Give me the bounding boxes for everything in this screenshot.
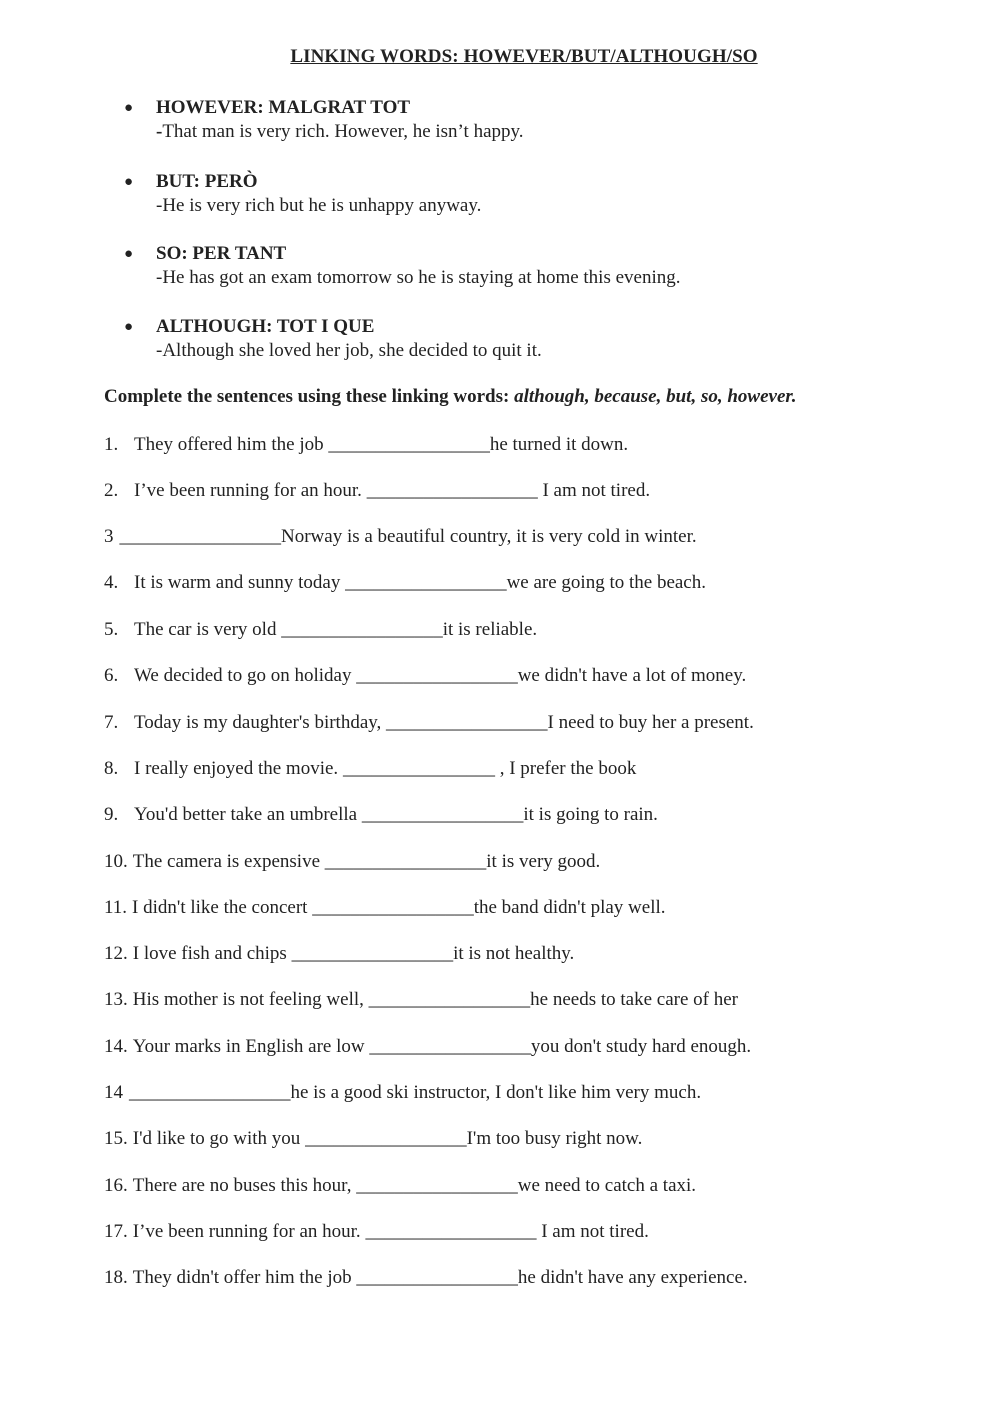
exercise-number: 14. [104,1036,128,1057]
answer-blank[interactable]: _________________ [386,712,548,733]
definition-term: BUT: PERÒ [156,171,258,192]
exercise-text-before: Your marks in English are low [132,1036,370,1057]
bullet-icon: ● [124,319,134,335]
example-dash: - [156,121,163,142]
bullet-icon: ● [124,174,134,190]
exercise-item [104,943,574,965]
exercise-item [104,804,658,826]
exercise-number: 5. [104,619,119,640]
answer-blank[interactable]: _________________ [119,526,281,547]
exercise-text-before: The camera is expensive [132,851,325,872]
definition-example [156,120,524,144]
answer-blank[interactable]: _________________ [369,1036,531,1057]
exercise-number: 17. [104,1221,128,1242]
answer-blank[interactable]: __________________ [366,480,538,501]
answer-blank[interactable]: _________________ [281,619,443,640]
answer-blank[interactable]: _________________ [345,572,507,593]
exercise-text-before: I love fish and chips [132,943,292,964]
exercise-item [104,989,738,1011]
exercise-item [104,1036,751,1058]
exercise-number: 1. [104,434,119,455]
bullet-icon: ● [124,100,134,116]
definition-example: -Although she loved her job, she decided to quit it. [156,340,542,361]
instructions [104,386,797,408]
exercise-item [104,572,706,594]
exercise-text-after: the band didn't play well. [473,897,666,918]
exercise-item [104,758,636,780]
exercise-item [104,1175,696,1197]
exercise-text-after: we didn't have a lot of money. [517,665,747,686]
exercise-number: 4. [104,572,119,593]
definition-term: SO: PER TANT [156,243,287,264]
answer-blank[interactable]: _________________ [356,1175,518,1196]
exercise-text-before: I’ve been running for an hour. [134,480,367,501]
exercise-text-before: They offered him the job [134,434,329,455]
exercise-text-after: I'm too busy right now. [466,1128,643,1149]
exercise-number: 2. [104,480,119,501]
exercise-number: 8. [104,758,119,779]
example-text: That man is very rich. However, he isn’t happy. [162,121,524,142]
exercise-number: 14 [104,1082,123,1103]
exercise-item [104,1221,649,1243]
exercise-item [104,851,600,873]
exercise-number: 7. [104,712,119,733]
exercise-text-before: There are no buses this hour, [132,1175,357,1196]
answer-blank[interactable]: _________________ [324,851,487,872]
definition-term: HOWEVER: MALGRAT TOT [156,97,411,118]
answer-blank[interactable]: _________________ [291,943,454,964]
exercise-item [104,1082,701,1104]
exercise-item [104,1128,642,1150]
exercise-item [104,480,650,502]
answer-blank[interactable]: _________________ [129,1082,291,1103]
exercise-number: 3 [104,526,114,547]
exercise-item [104,434,628,456]
exercise-text-after: I am not tired. [536,1221,649,1242]
exercise-text-before: I didn't like the concert [132,897,313,918]
exercise-number: 11. [104,897,128,918]
exercise-number: 18. [104,1267,128,1288]
exercise-text-before: The car is very old [134,619,282,640]
exercise-item [104,526,697,548]
definition-example: -He has got an exam tomorrow so he is staying at home this evening. [156,267,681,288]
answer-blank[interactable]: _________________ [305,1128,467,1149]
exercise-text-after: Norway is a beautiful country, it is very cold in winter. [281,526,697,547]
exercise-item [104,1267,748,1289]
exercise-text-after: it is going to rain. [523,804,658,825]
answer-blank[interactable]: __________________ [365,1221,537,1242]
instruction-words: although, because, but, so, however. [514,386,797,407]
exercise-number: 9. [104,804,119,825]
exercise-item [104,665,746,687]
answer-blank[interactable]: _________________ [356,1267,518,1288]
exercise-text-after: we are going to the beach. [506,572,706,593]
answer-blank[interactable]: _________________ [356,665,518,686]
exercise-text-after: , I prefer the book [494,758,637,779]
answer-blank[interactable]: _________________ [312,897,474,918]
bullet-icon: ● [124,246,134,262]
exercise-text-before: We decided to go on holiday [134,665,357,686]
exercise-text-after: you don't study hard enough. [530,1036,752,1057]
answer-blank[interactable]: _________________ [328,434,490,455]
exercise-number: 10. [104,851,128,872]
exercise-text-after: he didn't have any experience. [517,1267,748,1288]
exercise-text-before: I really enjoyed the movie. [134,758,343,779]
exercise-text-before: It is warm and sunny today [134,572,346,593]
definition-term: ALTHOUGH: TOT I QUE [156,316,375,337]
exercise-text-after: we need to catch a taxi. [517,1175,697,1196]
exercise-item [104,897,666,919]
exercise-text-after: he needs to take care of her [530,989,738,1010]
answer-blank[interactable]: _________________ [368,989,531,1010]
definition-example: -He is very rich but he is unhappy anyway. [156,195,482,216]
answer-blank[interactable]: ________________ [342,758,495,779]
exercise-number: 15. [104,1128,128,1149]
exercise-text-after: I am not tired. [537,480,651,501]
exercise-number: 6. [104,665,119,686]
exercise-text-after: it is very good. [486,851,601,872]
exercise-text-before: I'd like to go with you [132,1128,306,1149]
instruction-text: Complete the sentences using these linking words: [104,386,515,407]
exercise-text-before: They didn't offer him the job [132,1267,357,1288]
exercise-text-before: Today is my daughter's birthday, [134,712,387,733]
worksheet-title: LINKING WORDS: HOWEVER/BUT/ALTHOUGH/SO [290,46,758,67]
exercise-text-before: You'd better take an umbrella [134,804,362,825]
exercise-text-after: it is not healthy. [453,943,575,964]
exercise-item [104,712,754,734]
exercise-text-after: it is reliable. [442,619,538,640]
exercise-number: 16. [104,1175,128,1196]
exercise-text-after: I need to buy her a present. [547,712,754,733]
answer-blank[interactable]: _________________ [361,804,524,825]
exercise-number: 13. [104,989,128,1010]
exercise-text-after: he turned it down. [489,434,629,455]
exercise-item [104,619,537,641]
exercise-number: 12. [104,943,128,964]
exercise-text-before: I’ve been running for an hour. [132,1221,366,1242]
exercise-text-after: he is a good ski instructor, I don't like him very much. [290,1082,702,1103]
exercise-text-before: His mother is not feeling well, [132,989,369,1010]
